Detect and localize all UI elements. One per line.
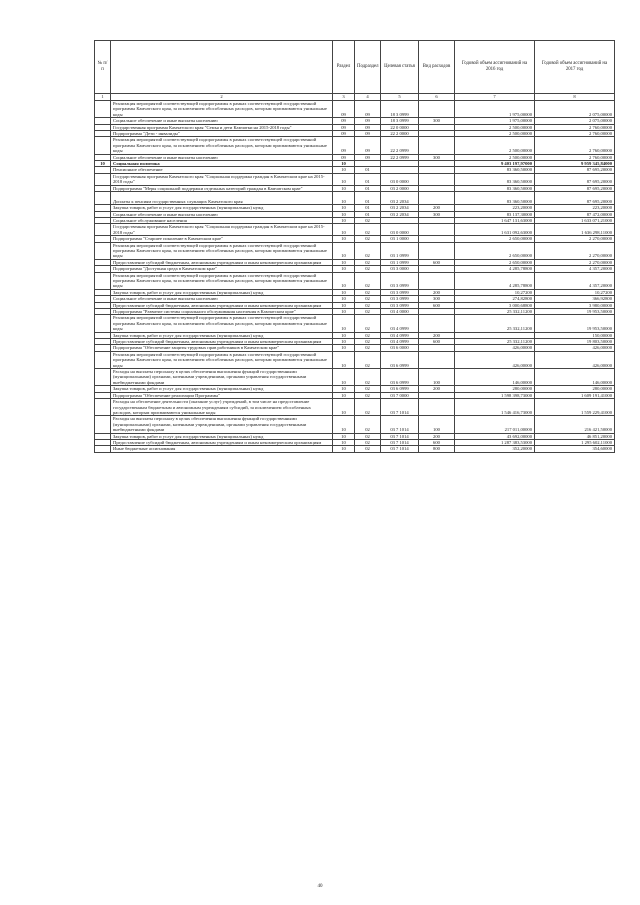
- table-header-row: [95, 41, 615, 94]
- row-name: Расходы на обеспечение деятельности (оказание услуг) учреждений, в том числе на предоставление государственным бюджетным и автономным учреждениям субсидий, за исключением обособленных расходов, которым присваиваются уникальные коды: [111, 399, 333, 416]
- row-name: Реализация мероприятий соответствующей подпрограммы в рамках соответствующей государственной программы Камчатского края, за исключением обособленных расходов, которым присваиваются уникальные коды: [111, 272, 333, 289]
- row-target-article: 03 4 0999: [381, 315, 419, 332]
- row-razdel: 10: [333, 173, 355, 185]
- row-name: Подпрограмма "Меры социальной поддержки отдельных категорий граждан в Камчатском крае": [111, 185, 333, 191]
- row-amount-2016: 1 975,00000: [455, 118, 535, 124]
- row-amount-2017: 426,00000: [535, 351, 615, 368]
- row-name: Социальное обеспечение и иные выплаты населению: [111, 154, 333, 160]
- row-number: [95, 101, 111, 118]
- row-amount-2017: 19 953,50000: [535, 315, 615, 332]
- row-name: Пенсионное обеспечение: [111, 167, 333, 173]
- row-amount-2017: 87 695,20000: [535, 167, 615, 173]
- row-expense-type: 300: [419, 118, 455, 124]
- row-target-article: 03 7 1014: [381, 416, 419, 433]
- row-expense-type: 200: [419, 289, 455, 295]
- row-target-article: 22 0 0000: [381, 124, 419, 130]
- row-expense-type: 600: [419, 439, 455, 445]
- row-name: Социальное обеспечение и иные выплаты населению: [111, 211, 333, 217]
- row-target-article: 03 2 0000: [381, 185, 419, 191]
- row-expense-type: [419, 192, 455, 205]
- row-amount-2016: 426,00000: [455, 345, 535, 351]
- row-podrazdel: 01: [355, 192, 381, 205]
- page-number: 40: [317, 884, 323, 889]
- row-number: [95, 224, 111, 236]
- row-razdel: 10: [333, 433, 355, 439]
- row-razdel: 10: [333, 192, 355, 205]
- row-podrazdel: 01: [355, 173, 381, 185]
- row-expense-type: 200: [419, 433, 455, 439]
- row-target-article: 03 6 0999: [381, 369, 419, 386]
- row-target-article: 03 0 0000: [381, 224, 419, 236]
- header-amount-2016: Годовой объем ассигнований на 2016 год: [455, 41, 535, 94]
- row-amount-2017: 280,00000: [535, 386, 615, 392]
- row-podrazdel: 02: [355, 236, 381, 242]
- row-name: Закупка товаров, работ и услуг для государственных (муниципальных) нужд: [111, 289, 333, 295]
- column-number: 1: [95, 94, 111, 101]
- row-expense-type: 300: [419, 211, 455, 217]
- row-amount-2016: 9 403 197,97000: [455, 161, 535, 167]
- row-podrazdel: 02: [355, 302, 381, 308]
- row-amount-2017: 10,27200: [535, 289, 615, 295]
- row-number: [95, 446, 111, 452]
- row-podrazdel: 02: [355, 433, 381, 439]
- row-name: Подпрограмма "Обеспечение защиты трудовых прав работников в Камчатском крае": [111, 345, 333, 351]
- row-amount-2016: 4 285,78800: [455, 272, 535, 289]
- table-row: [95, 369, 615, 386]
- row-amount-2016: 1 975,00000: [455, 101, 535, 118]
- row-amount-2016: 43 692,00000: [455, 433, 535, 439]
- row-target-article: 03 3 0999: [381, 272, 419, 289]
- row-amount-2016: 1 598 398,73000: [455, 392, 535, 398]
- row-podrazdel: 09: [355, 131, 381, 137]
- row-amount-2017: 426,00000: [535, 345, 615, 351]
- row-amount-2016: 223,20000: [455, 205, 535, 211]
- row-amount-2017: 2 270,00000: [535, 236, 615, 242]
- row-expense-type: [419, 272, 455, 289]
- table-row: [95, 272, 615, 289]
- row-amount-2016: 1 631 092,63000: [455, 224, 535, 236]
- row-amount-2017: 4 357,20000: [535, 266, 615, 272]
- row-razdel: 10: [333, 339, 355, 345]
- row-target-article: 03 4 0999: [381, 332, 419, 338]
- row-name: Доплаты к пенсиям государственных служащих Камчатского края: [111, 192, 333, 205]
- row-podrazdel: 02: [355, 399, 381, 416]
- row-amount-2016: 83 360,50000: [455, 192, 535, 205]
- row-podrazdel: 02: [355, 345, 381, 351]
- row-amount-2017: 46 851,20000: [535, 433, 615, 439]
- row-razdel: 10: [333, 205, 355, 211]
- row-razdel: 10: [333, 272, 355, 289]
- row-razdel: 10: [333, 266, 355, 272]
- row-target-article: 03 6 0999: [381, 386, 419, 392]
- row-amount-2017: 87 695,20000: [535, 185, 615, 191]
- row-name: Иные бюджетные ассигнования: [111, 446, 333, 452]
- row-amount-2016: 280,00000: [455, 386, 535, 392]
- row-target-article: 03 2 2034: [381, 211, 419, 217]
- header-target-article: Целевая статья: [381, 41, 419, 94]
- table-row: [95, 446, 615, 452]
- column-number: 6: [419, 94, 455, 101]
- row-name: Предоставление субсидий бюджетным, автономным учреждениям и иным некоммерческим организациям: [111, 302, 333, 308]
- row-target-article: 03 0 0000: [381, 173, 419, 185]
- row-razdel: 09: [333, 124, 355, 130]
- row-podrazdel: 09: [355, 124, 381, 130]
- row-amount-2016: 83 360,50000: [455, 173, 535, 185]
- row-podrazdel: 02: [355, 272, 381, 289]
- row-amount-2016: 2 500,00000: [455, 137, 535, 154]
- row-razdel: 10: [333, 236, 355, 242]
- row-razdel: 09: [333, 131, 355, 137]
- row-name: Подпрограмма "Старшее поколение в Камчатском крае": [111, 236, 333, 242]
- row-amount-2016: 1 647 131,63000: [455, 217, 535, 223]
- row-number: [95, 137, 111, 154]
- row-amount-2016: 352,20000: [455, 446, 535, 452]
- row-podrazdel: 02: [355, 439, 381, 445]
- header-razdel: Раздел: [333, 41, 355, 94]
- header-amount-2017: Годовой объем ассигнований на 2017 год: [535, 41, 615, 94]
- row-name: Подпрограмма "Обеспечение реализации Программы": [111, 392, 333, 398]
- row-amount-2017: 87 695,20000: [535, 192, 615, 205]
- row-razdel: 09: [333, 154, 355, 160]
- row-podrazdel: 02: [355, 224, 381, 236]
- row-podrazdel: 02: [355, 392, 381, 398]
- row-amount-2017: 19 953,50000: [535, 309, 615, 315]
- row-target-article: 03 2 2034: [381, 192, 419, 205]
- row-number: [95, 416, 111, 433]
- row-target-article: 03 7 0000: [381, 392, 419, 398]
- row-name: Закупка товаров, работ и услуг для государственных (муниципальных) нужд: [111, 332, 333, 338]
- row-razdel: 10: [333, 315, 355, 332]
- row-number: [95, 315, 111, 332]
- row-amount-2016: 25 332,11200: [455, 339, 535, 345]
- row-razdel: 10: [333, 309, 355, 315]
- column-number: 8: [535, 94, 615, 101]
- row-razdel: 10: [333, 211, 355, 217]
- row-razdel: 10: [333, 386, 355, 392]
- row-amount-2017: 2 760,00000: [535, 137, 615, 154]
- row-amount-2016: 2 500,00000: [455, 124, 535, 130]
- row-podrazdel: 02: [355, 351, 381, 368]
- row-podrazdel: 02: [355, 289, 381, 295]
- row-amount-2016: 3 000,68800: [455, 302, 535, 308]
- row-podrazdel: 02: [355, 332, 381, 338]
- table-row: [95, 192, 615, 205]
- row-amount-2016: 83 360,50000: [455, 185, 535, 191]
- row-expense-type: [419, 242, 455, 259]
- row-razdel: 10: [333, 392, 355, 398]
- row-name: Расходы на выплаты персоналу в целях обеспечения выполнения функций государственными (муниципальными) органами, казенными учреждениями, органами управления государственными внебюджетными фондами: [111, 369, 333, 386]
- row-amount-2017: 366,92800: [535, 296, 615, 302]
- row-expense-type: [419, 351, 455, 368]
- row-razdel: 10: [333, 296, 355, 302]
- row-name: Социальное обслуживание населения: [111, 217, 333, 223]
- row-razdel: 10: [333, 289, 355, 295]
- row-number: [95, 369, 111, 386]
- row-target-article: 03 6 0000: [381, 345, 419, 351]
- row-amount-2016: 1 287 383,53000: [455, 439, 535, 445]
- row-razdel: 10: [333, 185, 355, 191]
- table-row: [95, 351, 615, 368]
- row-razdel: 10: [333, 351, 355, 368]
- row-amount-2017: 1 633 071,21000: [535, 217, 615, 223]
- row-number: [95, 272, 111, 289]
- row-expense-type: 200: [419, 205, 455, 211]
- row-amount-2016: 1 546 416,73000: [455, 399, 535, 416]
- column-number: 7: [455, 94, 535, 101]
- row-amount-2016: 426,00000: [455, 351, 535, 368]
- row-amount-2016: 2 650,00000: [455, 242, 535, 259]
- row-amount-2016: 2 500,00000: [455, 131, 535, 137]
- row-razdel: 09: [333, 118, 355, 124]
- row-podrazdel: 02: [355, 315, 381, 332]
- row-name: Подпрограмма "Дети - инвалиды": [111, 131, 333, 137]
- row-podrazdel: 02: [355, 416, 381, 433]
- row-amount-2017: 2 760,00000: [535, 131, 615, 137]
- table-row: [95, 315, 615, 332]
- header-expense-type: Вид расходов: [419, 41, 455, 94]
- row-name: Социальное обеспечение и иные выплаты населению: [111, 118, 333, 124]
- row-expense-type: 800: [419, 446, 455, 452]
- row-target-article: 18 3 0999: [381, 101, 419, 118]
- row-name: Государственная программа Камчатского края "Социальная поддержка граждан в Камчатском крае на 2015-2018 годы": [111, 173, 333, 185]
- row-amount-2017: 1 636 298,11000: [535, 224, 615, 236]
- column-number: 3: [333, 94, 355, 101]
- column-number-row: [95, 94, 615, 101]
- row-podrazdel: 02: [355, 339, 381, 345]
- table-body: [95, 94, 615, 453]
- row-expense-type: 100: [419, 369, 455, 386]
- row-expense-type: [419, 137, 455, 154]
- row-amount-2017: 1 609 191,41000: [535, 392, 615, 398]
- row-razdel: 10: [333, 332, 355, 338]
- row-expense-type: 300: [419, 154, 455, 160]
- row-podrazdel: 01: [355, 167, 381, 173]
- row-target-article: 18 3 0999: [381, 118, 419, 124]
- table-row: [95, 173, 615, 185]
- row-amount-2016: 25 332,11200: [455, 315, 535, 332]
- column-number: 4: [355, 94, 381, 101]
- row-amount-2017: 87 472,00000: [535, 211, 615, 217]
- row-name: Подпрограмма "Доступная среда в Камчатском крае": [111, 266, 333, 272]
- row-expense-type: [419, 399, 455, 416]
- row-number: [95, 173, 111, 185]
- row-podrazdel: 02: [355, 386, 381, 392]
- row-razdel: 10: [333, 416, 355, 433]
- row-amount-2017: 3 980,00000: [535, 302, 615, 308]
- row-podrazdel: 02: [355, 242, 381, 259]
- row-expense-type: 600: [419, 259, 455, 265]
- row-expense-type: [419, 315, 455, 332]
- row-number: [95, 242, 111, 259]
- row-target-article: 03 1 0000: [381, 236, 419, 242]
- row-target-article: 03 1 0999: [381, 242, 419, 259]
- row-name: Реализация мероприятий соответствующей подпрограммы в рамках соответствующей государственной программы Камчатского края, за исключением обособленных расходов, которым присваиваются уникальные коды: [111, 137, 333, 154]
- row-target-article: 03 7 1014: [381, 433, 419, 439]
- row-number: [95, 192, 111, 205]
- row-podrazdel: 09: [355, 101, 381, 118]
- row-podrazdel: 02: [355, 296, 381, 302]
- row-name: Подпрограмма "Развитие системы социального обслуживания населения в Камчатском крае": [111, 309, 333, 315]
- row-expense-type: 100: [419, 416, 455, 433]
- row-target-article: 03 3 0999: [381, 289, 419, 295]
- row-razdel: 10: [333, 224, 355, 236]
- row-amount-2017: 2 760,00000: [535, 124, 615, 130]
- row-amount-2016: 2 650,00000: [455, 259, 535, 265]
- row-name: Предоставление субсидий бюджетным, автономным учреждениям и иным некоммерческим организациям: [111, 259, 333, 265]
- row-target-article: 22 2 0999: [381, 137, 419, 154]
- row-name: Реализация мероприятий соответствующей подпрограммы в рамках соответствующей государственной программы Камчатского края, за исключением обособленных расходов, которым присваиваются уникальные коды: [111, 242, 333, 259]
- row-name: Реализация мероприятий соответствующей подпрограммы в рамках соответствующей государственной программы Камчатского края, за исключением обособленных расходов, которым присваиваются уникальные коды: [111, 351, 333, 368]
- row-amount-2016: 4 285,78800: [455, 266, 535, 272]
- row-amount-2016: 83 360,50000: [455, 167, 535, 173]
- row-amount-2016: 274,82800: [455, 296, 535, 302]
- row-podrazdel: 02: [355, 217, 381, 223]
- row-podrazdel: 09: [355, 118, 381, 124]
- row-target-article: 03 1 0999: [381, 259, 419, 265]
- table-row: [95, 416, 615, 433]
- row-expense-type: [419, 173, 455, 185]
- row-name: Реализация мероприятий соответствующей подпрограммы в рамках соответствующей государственной программы Камчатского края, за исключением обособленных расходов, которым присваиваются уникальные коды: [111, 315, 333, 332]
- row-amount-2016: 25 332,11200: [455, 309, 535, 315]
- row-amount-2017: 146,00000: [535, 369, 615, 386]
- table-row: [95, 101, 615, 118]
- row-amount-2016: 2 500,00000: [455, 154, 535, 160]
- row-razdel: 09: [333, 137, 355, 154]
- row-razdel: 10: [333, 167, 355, 173]
- row-name: Расходы на выплаты персоналу в целях обеспечения выполнения функций государственными (муниципальными) органами, казенными учреждениями, органами управления государственными внебюджетными фондами: [111, 416, 333, 433]
- row-amount-2017: 19 803,50000: [535, 339, 615, 345]
- row-podrazdel: 09: [355, 154, 381, 160]
- table-row: [95, 399, 615, 416]
- row-name: Социальная политика: [111, 161, 333, 167]
- row-name: Предоставление субсидий бюджетным, автономным учреждениям и иным некоммерческим организациям: [111, 339, 333, 345]
- row-amount-2017: 1 559 229,41000: [535, 399, 615, 416]
- row-target-article: 03 4 0999: [381, 339, 419, 345]
- row-podrazdel: 02: [355, 369, 381, 386]
- row-name: Закупка товаров, работ и услуг для государственных (муниципальных) нужд: [111, 205, 333, 211]
- column-number: 5: [381, 94, 419, 101]
- row-expense-type: 600: [419, 302, 455, 308]
- row-target-article: 22 2 0000: [381, 131, 419, 137]
- row-target-article: 03 6 0999: [381, 351, 419, 368]
- row-amount-2016: 217 011,00000: [455, 416, 535, 433]
- row-amount-2017: 87 695,20000: [535, 173, 615, 185]
- row-amount-2016: 2 650,00000: [455, 236, 535, 242]
- row-target-article: 03 7 1014: [381, 446, 419, 452]
- row-amount-2017: 2 270,00000: [535, 242, 615, 259]
- row-amount-2017: 2 075,00000: [535, 118, 615, 124]
- row-target-article: 03 7 1014: [381, 399, 419, 416]
- row-name: Закупка товаров, работ и услуг для государственных (муниципальных) нужд: [111, 433, 333, 439]
- column-number: 2: [111, 94, 333, 101]
- row-amount-2017: 354,60000: [535, 446, 615, 452]
- row-amount-2017: 216 421,50000: [535, 416, 615, 433]
- row-number: [95, 351, 111, 368]
- row-target-article: 03 3 0000: [381, 266, 419, 272]
- row-amount-2017: 223,20000: [535, 205, 615, 211]
- row-name: Реализация мероприятий соответствующей подпрограммы в рамках соответствующей государственной программы Камчатского края, за исключением обособленных расходов, которым присваиваются уникальные коды: [111, 101, 333, 118]
- row-target-article: 03 2 2034: [381, 205, 419, 211]
- row-podrazdel: 02: [355, 309, 381, 315]
- row-amount-2017: 2 270,00000: [535, 259, 615, 265]
- row-amount-2017: 4 357,20000: [535, 272, 615, 289]
- row-razdel: 10: [333, 399, 355, 416]
- row-podrazdel: 02: [355, 259, 381, 265]
- row-expense-type: 300: [419, 296, 455, 302]
- row-number: [95, 399, 111, 416]
- row-target-article: 03 3 0999: [381, 302, 419, 308]
- row-podrazdel: 01: [355, 211, 381, 217]
- row-name: Закупка товаров, работ и услуг для государственных (муниципальных) нужд: [111, 386, 333, 392]
- row-expense-type: [419, 224, 455, 236]
- header-podrazdel: Подраздел: [355, 41, 381, 94]
- row-razdel: 10: [333, 345, 355, 351]
- row-razdel: 10: [333, 439, 355, 445]
- row-expense-type: 200: [419, 332, 455, 338]
- row-amount-2017: 1 295 602,11000: [535, 439, 615, 445]
- row-podrazdel: 01: [355, 205, 381, 211]
- table-row: [95, 137, 615, 154]
- row-target-article: 03 7 1014: [381, 439, 419, 445]
- row-name: Государственная программа Камчатского края "Семья и дети Камчатки на 2015-2018 годы": [111, 124, 333, 130]
- row-target-article: 22 2 0999: [381, 154, 419, 160]
- budget-table: [94, 40, 615, 453]
- table-row: [95, 224, 615, 236]
- row-razdel: 10: [333, 259, 355, 265]
- row-expense-type: 600: [419, 339, 455, 345]
- budget-table-sheet: [94, 40, 614, 453]
- row-razdel: 10: [333, 161, 355, 167]
- row-razdel: 10: [333, 369, 355, 386]
- row-podrazdel: 02: [355, 266, 381, 272]
- row-expense-type: [419, 101, 455, 118]
- row-name: Предоставление субсидий бюджетным, автономным учреждениям и иным некоммерческим организациям: [111, 439, 333, 445]
- row-number: 10: [95, 161, 111, 167]
- row-name: Государственная программа Камчатского края "Социальная поддержка граждан в Камчатском крае на 2015-2018 годы": [111, 224, 333, 236]
- table-row: [95, 242, 615, 259]
- row-amount-2016: 10,27200: [455, 289, 535, 295]
- row-expense-type: 200: [419, 386, 455, 392]
- row-amount-2016: 83 137,30000: [455, 211, 535, 217]
- row-name: Социальное обеспечение и иные выплаты населению: [111, 296, 333, 302]
- header-name: [111, 41, 333, 94]
- row-razdel: 10: [333, 242, 355, 259]
- row-target-article: 03 3 0999: [381, 296, 419, 302]
- row-amount-2017: 150,00000: [535, 332, 615, 338]
- row-amount-2017: 2 760,00000: [535, 154, 615, 160]
- row-podrazdel: 01: [355, 185, 381, 191]
- row-amount-2017: 9 959 345,84000: [535, 161, 615, 167]
- row-razdel: 10: [333, 446, 355, 452]
- row-target-article: 03 4 0000: [381, 309, 419, 315]
- row-amount-2016: 146,00000: [455, 369, 535, 386]
- header-num: № п/п: [95, 41, 111, 94]
- row-razdel: 09: [333, 101, 355, 118]
- row-podrazdel: 02: [355, 446, 381, 452]
- row-razdel: 10: [333, 302, 355, 308]
- row-razdel: 10: [333, 217, 355, 223]
- row-podrazdel: 09: [355, 137, 381, 154]
- row-amount-2017: 2 075,00000: [535, 101, 615, 118]
